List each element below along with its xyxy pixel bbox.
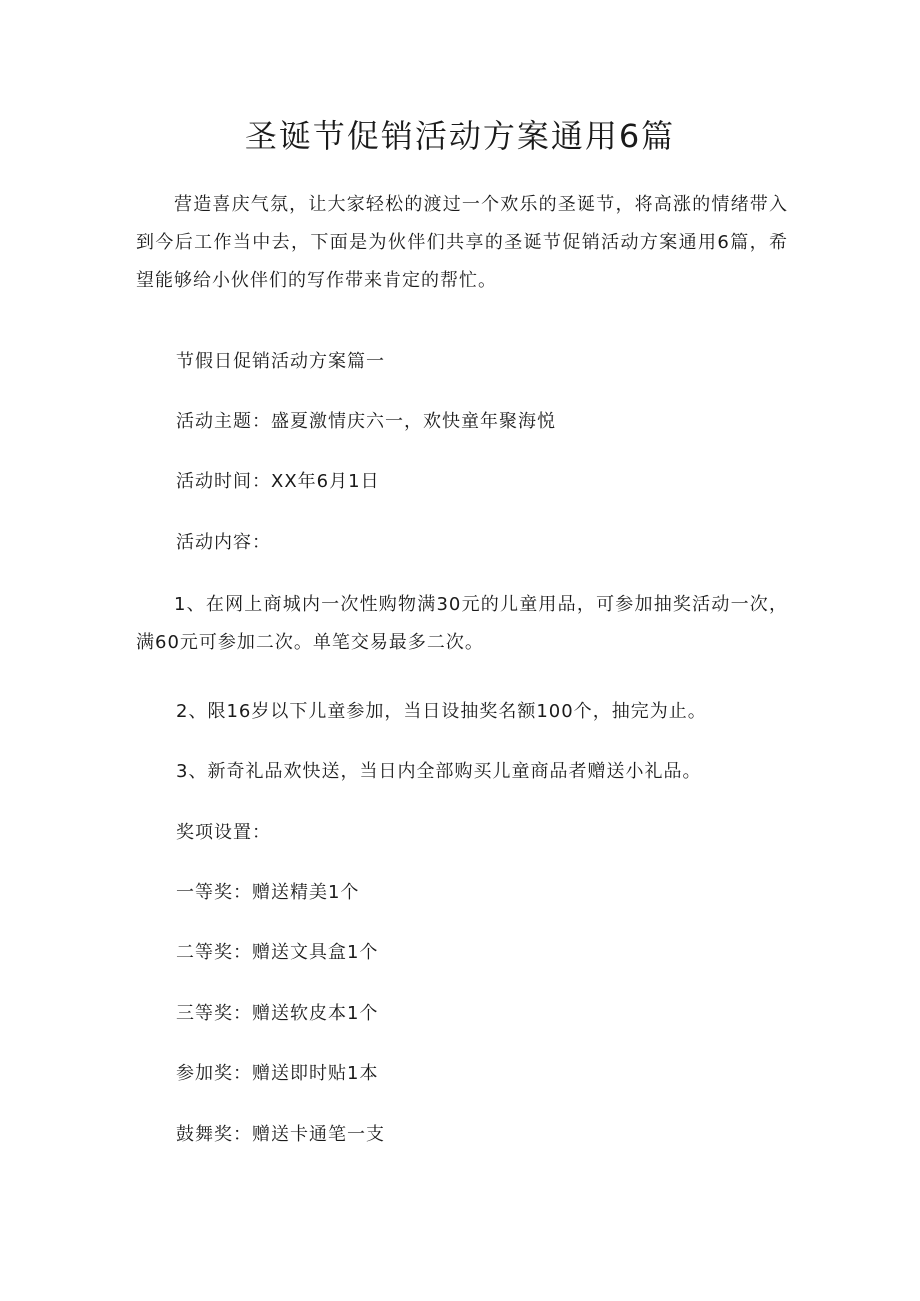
prize-second: 二等奖：赠送文具盒1个 <box>176 942 379 963</box>
content-item-3: 3、新奇礼品欢快送，当日内全部购买儿童商品者赠送小礼品。 <box>176 761 702 782</box>
activity-theme: 活动主题：盛夏激情庆六一，欢快童年聚海悦 <box>176 411 556 432</box>
intro-paragraph: 营造喜庆气氛，让大家轻松的渡过一个欢乐的圣诞节，将高涨的情绪带入到今后工作当中去，下面是为伙伴们共享的圣诞节促销活动方案通用6篇，希望能够给小伙伴们的写作带来肯定的帮忙。 <box>136 194 788 291</box>
activity-time: 活动时间：XX年6月1日 <box>176 471 380 492</box>
prize-third: 三等奖：赠送软皮本1个 <box>176 1003 379 1024</box>
prize-participation: 参加奖：赠送即时贴1本 <box>176 1063 379 1084</box>
content-item-2: 2、限16岁以下儿童参加，当日设抽奖名额100个，抽完为止。 <box>176 701 707 722</box>
activity-content-label: 活动内容： <box>176 532 271 553</box>
document-title: 圣诞节促销活动方案通用6篇 <box>244 117 676 155</box>
prizes-label: 奖项设置： <box>176 822 271 843</box>
prize-encouragement: 鼓舞奖：赠送卡通笔一支 <box>176 1124 385 1145</box>
content-item-1: 1、在网上商城内一次性购物满30元的儿童用品，可参加抽奖活动一次，满60元可参加二次。单笔交易最多二次。 <box>136 594 788 653</box>
prize-first: 一等奖：赠送精美1个 <box>176 882 360 903</box>
section-heading: 节假日促销活动方案篇一 <box>176 351 385 372</box>
